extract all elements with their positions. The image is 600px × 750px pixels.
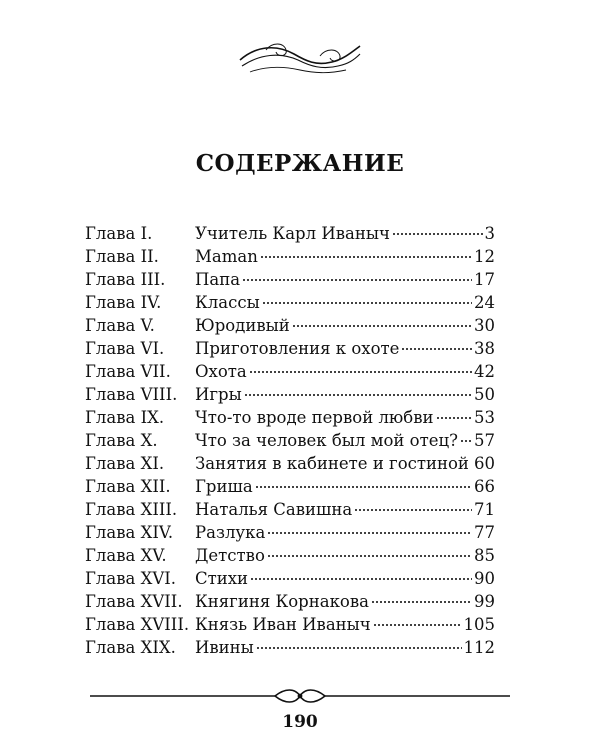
toc-entry-19 xyxy=(85,636,495,659)
dot-leader xyxy=(436,417,472,419)
dot-leader xyxy=(354,509,472,511)
toc-page-number: 50 xyxy=(474,385,495,404)
toc-chapter-title: Стихи xyxy=(195,569,249,588)
dot-leader xyxy=(262,302,472,304)
toc-entry-12 xyxy=(85,475,495,498)
toc-chapter-label: Глава XVI. xyxy=(85,569,177,588)
dot-leader xyxy=(471,463,472,465)
toc-chapter-label: Глава XV. xyxy=(85,546,167,565)
toc-chapter-label: Глава XII. xyxy=(85,477,171,496)
toc-chapter-title: Наталья Савишна xyxy=(195,500,353,519)
toc-entry-3 xyxy=(85,268,495,291)
toc-entry-17 xyxy=(85,590,495,613)
dot-leader xyxy=(260,256,472,258)
dot-leader xyxy=(267,532,472,534)
toc-page-number: 90 xyxy=(474,569,495,588)
toc-page-number: 85 xyxy=(474,546,495,565)
toc-chapter-label: Глава II. xyxy=(85,247,159,266)
toc-chapter-title: Занятия в кабинете и гостиной xyxy=(195,454,469,473)
toc-chapter-title: Maman xyxy=(195,247,258,266)
toc-chapter-title: Ивины xyxy=(195,638,254,657)
toc-page-number: 57 xyxy=(474,431,495,450)
toc-chapter-title: Приготовления к охоте xyxy=(195,339,400,358)
toc-chapter-label: Глава XIV. xyxy=(85,523,174,542)
dot-leader xyxy=(267,555,472,557)
toc-chapter-label: Глава IV. xyxy=(85,293,162,312)
toc-chapter-label: Глава XI. xyxy=(85,454,165,473)
toc-page-number: 60 xyxy=(474,454,495,473)
toc-chapter-title: Князь Иван Иваныч xyxy=(195,615,371,634)
toc-page-number: 12 xyxy=(474,247,495,266)
toc-entry-13 xyxy=(85,498,495,521)
toc-chapter-label: Глава XVIII. xyxy=(85,615,190,634)
toc-chapter-label: Глава III. xyxy=(85,270,166,289)
toc-chapter-label: Глава VII. xyxy=(85,362,171,381)
dot-leader xyxy=(292,325,472,327)
toc-chapter-label: Глава V. xyxy=(85,316,155,335)
dot-leader xyxy=(255,486,472,488)
toc-chapter-title: Детство xyxy=(195,546,265,565)
toc-chapter-title: Игры xyxy=(195,385,242,404)
bottom-rule-ornament xyxy=(90,686,510,706)
toc-page-number: 112 xyxy=(463,638,495,657)
toc-entry-1 xyxy=(85,222,495,245)
toc-chapter-label: Глава VI. xyxy=(85,339,165,358)
toc-chapter-title: Что-то вроде первой любви xyxy=(195,408,434,427)
toc-entry-15 xyxy=(85,544,495,567)
toc-page-number: 17 xyxy=(474,270,495,289)
dot-leader xyxy=(460,440,472,442)
toc-chapter-title: Гриша xyxy=(195,477,253,496)
toc-chapter-title: Юродивый xyxy=(195,316,290,335)
toc-page-number: 30 xyxy=(474,316,495,335)
toc-page-number: 53 xyxy=(474,408,495,427)
toc-page-number: 24 xyxy=(474,293,495,312)
dot-leader xyxy=(373,624,462,626)
toc-page-number: 3 xyxy=(484,224,495,243)
toc-entry-10 xyxy=(85,429,495,452)
toc-chapter-title: Учитель Карл Иваныч xyxy=(195,224,390,243)
dot-leader xyxy=(392,233,483,235)
toc-chapter-title: Что за человек был мой отец? xyxy=(195,431,458,450)
toc-page-number: 77 xyxy=(474,523,495,542)
dot-leader xyxy=(256,647,462,649)
toc-page-number: 42 xyxy=(474,362,495,381)
toc-entry-2 xyxy=(85,245,495,268)
toc-chapter-title: Разлука xyxy=(195,523,266,542)
toc-chapter-title: Классы xyxy=(195,293,260,312)
toc-entry-14 xyxy=(85,521,495,544)
toc-chapter-title: Папа xyxy=(195,270,241,289)
toc-entry-9 xyxy=(85,406,495,429)
table-of-contents xyxy=(85,222,495,659)
dot-leader xyxy=(249,371,472,373)
top-flourish-ornament xyxy=(236,36,364,80)
toc-chapter-label: Глава XIII. xyxy=(85,500,178,519)
toc-page-number: 38 xyxy=(474,339,495,358)
toc-page-number: 105 xyxy=(463,615,495,634)
dot-leader xyxy=(242,279,472,281)
toc-chapter-title: Охота xyxy=(195,362,247,381)
dot-leader xyxy=(250,578,472,580)
toc-chapter-label: Глава X. xyxy=(85,431,158,450)
toc-entry-11 xyxy=(85,452,495,475)
toc-entry-18 xyxy=(85,613,495,636)
toc-chapter-label: Глава IX. xyxy=(85,408,165,427)
toc-page-number: 99 xyxy=(474,592,495,611)
toc-entry-5 xyxy=(85,314,495,337)
dot-leader xyxy=(244,394,472,396)
page-title: СОДЕРЖАНИЕ xyxy=(195,150,405,177)
toc-chapter-label: Глава XVII. xyxy=(85,592,183,611)
toc-page-number: 71 xyxy=(474,500,495,519)
page-number: 190 xyxy=(282,712,318,732)
toc-chapter-label: Глава XIX. xyxy=(85,638,176,657)
dot-leader xyxy=(371,601,472,603)
toc-chapter-label: Глава VIII. xyxy=(85,385,178,404)
toc-page-number: 66 xyxy=(474,477,495,496)
toc-entry-7 xyxy=(85,360,495,383)
toc-chapter-label: Глава I. xyxy=(85,224,153,243)
toc-entry-4 xyxy=(85,291,495,314)
toc-entry-6 xyxy=(85,337,495,360)
toc-chapter-title: Княгиня Корнакова xyxy=(195,592,369,611)
dot-leader xyxy=(401,348,472,350)
toc-entry-8 xyxy=(85,383,495,406)
toc-entry-16 xyxy=(85,567,495,590)
